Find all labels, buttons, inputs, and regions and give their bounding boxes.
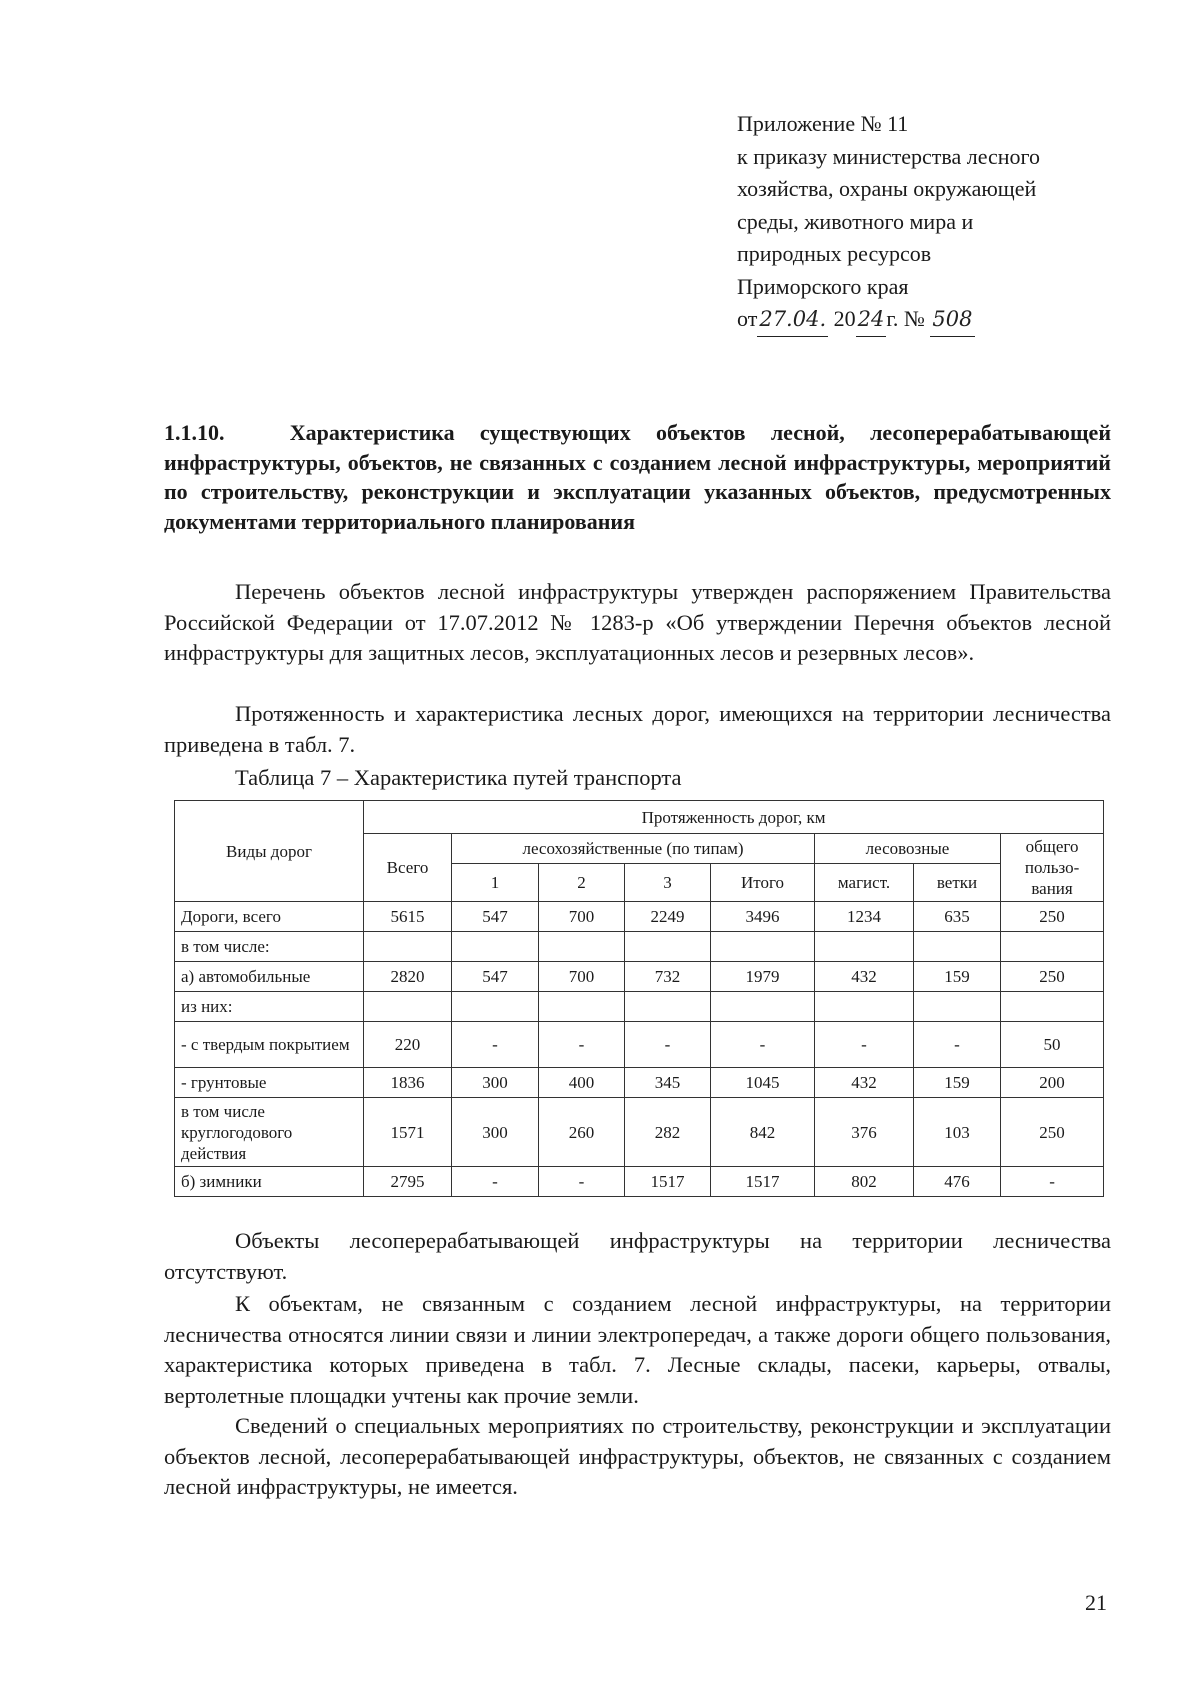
appendix-line: хозяйства, охраны окружающей	[737, 176, 1037, 201]
row-label: в том числе:	[175, 932, 364, 962]
row-label: - с твердым покрытием	[175, 1022, 364, 1068]
cell-branch: -	[914, 1022, 1001, 1068]
header-subtotal: Итого	[711, 864, 815, 902]
cell-t1: -	[452, 1022, 539, 1068]
cell-t1: 300	[452, 1068, 539, 1098]
cell-main	[815, 932, 914, 962]
cell-main: 432	[815, 1068, 914, 1098]
cell-total: 2795	[364, 1167, 452, 1197]
cell-branch: 159	[914, 1068, 1001, 1098]
table-caption: Таблица 7 – Характеристика путей транспорта	[235, 765, 682, 790]
table-row	[175, 1098, 1104, 1167]
cell-t2: 260	[539, 1098, 625, 1167]
cell-subtotal	[711, 992, 815, 1022]
cell-total: 220	[364, 1022, 452, 1068]
appendix-title: Приложение № 11	[737, 111, 909, 136]
page-number: 21	[1085, 1590, 1107, 1615]
cell-public	[1001, 932, 1104, 962]
cell-t2	[539, 992, 625, 1022]
cell-t2: 400	[539, 1068, 625, 1098]
header-type-3: 3	[625, 864, 711, 902]
appendix-line: природных ресурсов	[737, 241, 932, 266]
cell-t3: 282	[625, 1098, 711, 1167]
cell-t2: -	[539, 1167, 625, 1197]
cell-t2: 700	[539, 962, 625, 992]
header-total: Всего	[364, 834, 452, 902]
row-label: а) автомобильные	[175, 962, 364, 992]
header-type-1: 1	[452, 864, 539, 902]
table-row	[175, 992, 1104, 1022]
cell-subtotal: 842	[711, 1098, 815, 1167]
header-road-types: Виды дорог	[175, 801, 364, 902]
row-label: из них:	[175, 992, 364, 1022]
header-hauling: лесовозные	[815, 834, 1001, 864]
cell-public: -	[1001, 1167, 1104, 1197]
cell-total	[364, 992, 452, 1022]
paragraph-non-forest-objects: К объектам, не связанным с созданием лесной инфраструктуры, на территории лесничества относятся линии связи и линии электропередач, а также дороги общего пользования, характеристика которых приведена в табл. 7. Лесные склады, пасеки, карьеры, отвалы, вертолетные площадки учтены как прочие земли.	[164, 1291, 1111, 1408]
row-label: б) зимники	[175, 1167, 364, 1197]
header-type-2: 2	[539, 864, 625, 902]
cell-t2	[539, 932, 625, 962]
cell-branch: 103	[914, 1098, 1001, 1167]
cell-t3: 2249	[625, 902, 711, 932]
cell-branch: 159	[914, 962, 1001, 992]
paragraph-special-measures: Сведений о специальных мероприятиях по строительству, реконструкции и эксплуатации объектов лесной, лесоперерабатывающей инфраструктуры, объектов, не связанных с созданием лесной инфраструктуры, не имеется.	[164, 1413, 1111, 1499]
row-label: Дороги, всего	[175, 902, 364, 932]
table-row	[175, 902, 1104, 932]
section-title: Характеристика существующих объектов лесной, лесоперерабатывающей инфраструктуры, объектов, не связанных с созданием лесной инфраструктуры, мероприятий по строительству, реконструкции и эксплуатации указанных объектов, предусмотренных документами территориального планирования	[164, 420, 1112, 534]
cell-subtotal: 1045	[711, 1068, 815, 1098]
cell-subtotal: 1517	[711, 1167, 815, 1197]
cell-t1: 300	[452, 1098, 539, 1167]
cell-t1	[452, 992, 539, 1022]
section-number: 1.1.10.	[164, 420, 225, 445]
cell-total: 2820	[364, 962, 452, 992]
cell-t3: 732	[625, 962, 711, 992]
cell-main: 802	[815, 1167, 914, 1197]
cell-t1: 547	[452, 902, 539, 932]
cell-public: 200	[1001, 1068, 1104, 1098]
appendix-header	[737, 108, 1117, 337]
cell-subtotal: 1979	[711, 962, 815, 992]
cell-main: 1234	[815, 902, 914, 932]
header-main: магист.	[815, 864, 914, 902]
appendix-line: среды, животного мира и	[737, 208, 974, 234]
cell-t2: -	[539, 1022, 625, 1068]
appendix-line: Приморского края	[737, 273, 909, 299]
cell-public: 250	[1001, 902, 1104, 932]
table-row	[175, 1068, 1104, 1098]
cell-branch: 476	[914, 1167, 1001, 1197]
cell-t2: 700	[539, 902, 625, 932]
year-suffix: г. №	[886, 306, 925, 331]
year-prefix: 20	[833, 306, 856, 331]
cell-total: 5615	[364, 902, 452, 932]
cell-t3: 345	[625, 1068, 711, 1098]
row-label: в том числе круглогодового действия	[175, 1098, 364, 1167]
roads-table	[174, 800, 1104, 1197]
cell-subtotal: 3496	[711, 902, 815, 932]
cell-t3: 1517	[625, 1167, 711, 1197]
header-branch: ветки	[914, 864, 1001, 902]
cell-t3	[625, 992, 711, 1022]
table-row	[175, 932, 1104, 962]
header-public: общего пользо-вания	[1001, 834, 1104, 902]
cell-t3: -	[625, 1022, 711, 1068]
cell-branch: 635	[914, 902, 1001, 932]
appendix-date-line	[737, 303, 1117, 337]
cell-main	[815, 992, 914, 1022]
table-row	[175, 1022, 1104, 1068]
table-row	[175, 1167, 1104, 1197]
cell-t1	[452, 932, 539, 962]
header-length: Протяженность дорог, км	[364, 801, 1104, 834]
cell-total	[364, 932, 452, 962]
handwritten-date: 27.04.	[757, 303, 828, 337]
paragraph-processing-infrastructure: Объекты лесоперерабатывающей инфраструктуры на территории лесничества отсутствуют.	[164, 1228, 1111, 1284]
cell-total: 1836	[364, 1068, 452, 1098]
cell-t1: 547	[452, 962, 539, 992]
cell-public: 50	[1001, 1022, 1104, 1068]
cell-branch	[914, 932, 1001, 962]
handwritten-order-number: 508	[930, 303, 974, 337]
cell-total: 1571	[364, 1098, 452, 1167]
header-forestry: лесохозяйственные (по типам)	[452, 834, 815, 864]
cell-subtotal	[711, 932, 815, 962]
section-heading	[164, 418, 1111, 536]
cell-subtotal: -	[711, 1022, 815, 1068]
from-label: от	[737, 306, 758, 331]
cell-t1: -	[452, 1167, 539, 1197]
row-label: - грунтовые	[175, 1068, 364, 1098]
appendix-line: к приказу министерства лесного	[737, 143, 1041, 169]
cell-branch	[914, 992, 1001, 1022]
table-row	[175, 962, 1104, 992]
paragraph-road-length: Протяженность и характеристика лесных дорог, имеющихся на территории лесничества приведена в табл. 7.	[164, 701, 1111, 757]
cell-public: 250	[1001, 1098, 1104, 1167]
cell-main: -	[815, 1022, 914, 1068]
cell-main: 432	[815, 962, 914, 992]
handwritten-year: 24	[856, 303, 887, 337]
cell-t3	[625, 932, 711, 962]
paragraph-infrastructure-list: Перечень объектов лесной инфраструктуры утвержден распоряжением Правительства Российской Федерации от 17.07.2012 № 1283-р «Об утверждении Перечня объектов лесной инфраструктуры для защитных лесов, эксплуатационных лесов и резервных лесов».	[164, 579, 1111, 665]
cell-main: 376	[815, 1098, 914, 1167]
cell-public: 250	[1001, 962, 1104, 992]
cell-public	[1001, 992, 1104, 1022]
